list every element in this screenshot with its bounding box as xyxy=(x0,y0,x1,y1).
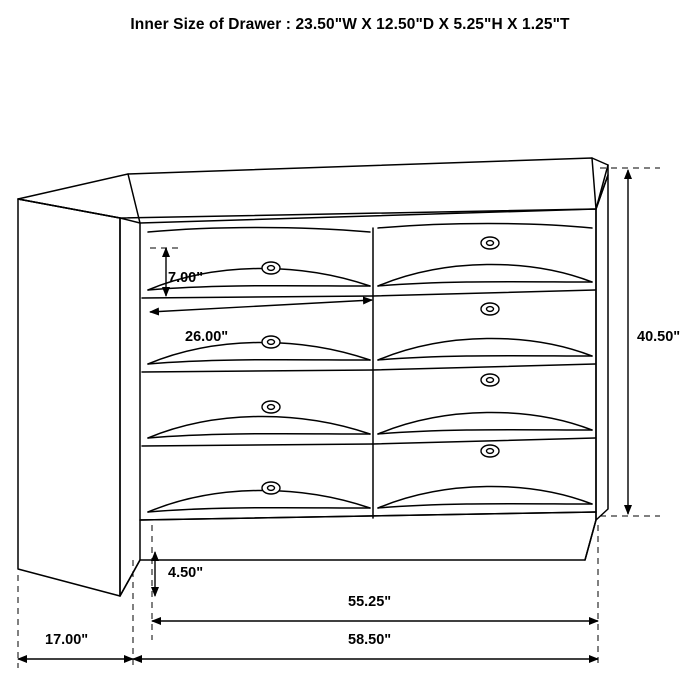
wave-top-l xyxy=(148,228,370,233)
drawer-sep-l2 xyxy=(142,370,373,372)
front-face xyxy=(120,209,596,596)
knob-l2 xyxy=(262,336,280,348)
wave-l4b xyxy=(148,508,370,512)
knob-r3 xyxy=(481,374,499,386)
top-panel xyxy=(18,158,608,223)
knob-l4 xyxy=(262,482,280,494)
dim-drawer-width: 26.00" xyxy=(185,329,229,345)
wave-l2a xyxy=(148,342,370,364)
drawer-sep-l1 xyxy=(142,296,373,298)
page-title: Inner Size of Drawer : 23.50"W X 12.50"D X 5.25"H X 1.25"T xyxy=(130,16,570,33)
dim-drawer-height: 7.00" xyxy=(168,270,204,286)
knob-r1 xyxy=(481,237,499,249)
dim-depth: 17.00" xyxy=(45,632,89,648)
drawer-sep-r1 xyxy=(373,290,595,296)
wave-r4b xyxy=(378,504,592,508)
wave-l2b xyxy=(148,360,370,364)
wave-r2b xyxy=(378,356,592,360)
wave-r3b xyxy=(378,430,592,434)
left-side-panel xyxy=(18,199,120,596)
dim-total-width: 58.50" xyxy=(348,632,392,648)
wave-r2a xyxy=(378,338,592,360)
drawer-sep-r2 xyxy=(373,364,595,370)
wave-l3b xyxy=(148,434,370,438)
wave-l1b xyxy=(148,286,370,290)
dimension-arrows xyxy=(18,170,628,659)
wave-top-r xyxy=(378,224,592,229)
wave-r1a xyxy=(378,264,592,286)
wave-l3a xyxy=(148,416,370,438)
wave-r3a xyxy=(378,412,592,434)
drawer-sep-r3 xyxy=(373,438,595,444)
arrow-drawer-width xyxy=(150,300,372,312)
wave-r1b xyxy=(378,282,592,286)
drawer-sep-l3 xyxy=(142,444,373,446)
knob-l1 xyxy=(262,262,280,274)
drawer-knobs xyxy=(262,237,499,494)
knob-l3 xyxy=(262,401,280,413)
wave-l4a xyxy=(148,490,370,512)
extension-lines xyxy=(18,168,660,668)
dim-case-width: 55.25" xyxy=(348,594,392,610)
wave-r4a xyxy=(378,486,592,508)
knob-r4 xyxy=(481,445,499,457)
knob-r2 xyxy=(481,303,499,315)
dim-overall-height: 40.50" xyxy=(637,329,681,345)
dim-leg-clearance: 4.50" xyxy=(168,565,204,581)
right-edge xyxy=(596,175,608,520)
